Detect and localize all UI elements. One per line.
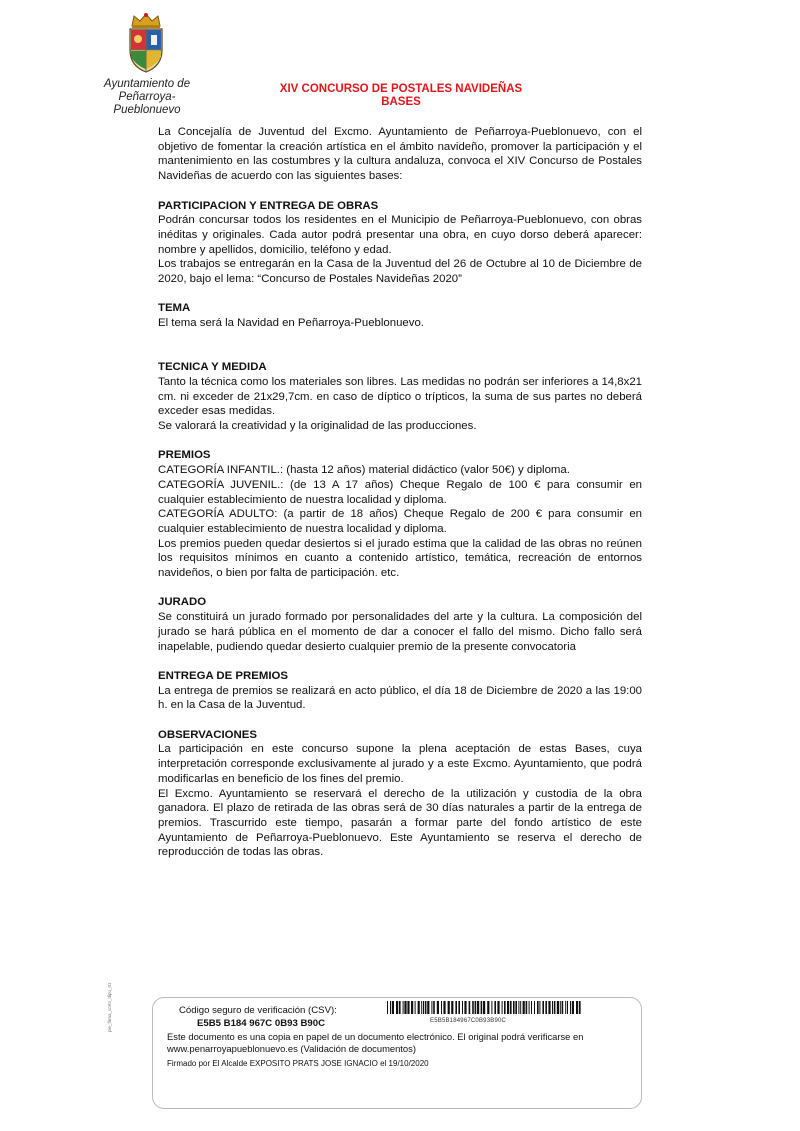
- heading-participacion: PARTICIPACION Y ENTREGA DE OBRAS: [158, 199, 379, 212]
- barcode-bar: [451, 1001, 453, 1014]
- document-title: [160, 83, 642, 109]
- signed-by-text: Firmado por El Alcalde EXPOSITO PRATS JOSE IGNACIO el 19/10/2020: [167, 1059, 429, 1068]
- barcode-bar: [458, 1001, 460, 1014]
- title-line2: BASES: [381, 96, 421, 108]
- barcode-bar: [431, 1001, 432, 1014]
- coat-of-arms-icon: [122, 12, 170, 74]
- barcode-bar: [539, 1001, 540, 1014]
- barcode-bar: [548, 1001, 550, 1014]
- heading-tecnica: TECNICA Y MEDIDA: [158, 361, 267, 374]
- csv-label: Código seguro de verificación (CSV):: [179, 1005, 337, 1016]
- heading-entrega: ENTREGA DE PREMIOS: [158, 669, 288, 682]
- barcode-bar: [441, 1001, 442, 1014]
- jurado-p1: Se constituirá un jurado formado por personalidades del arte y la cultura. La composición del jurado se hará pública en el momento de dar a conocer el fallo del mismo. Dicho fallo será inapelable, pudiendo quedar desierto cualquier premio de la presente convocatoria: [158, 611, 642, 653]
- barcode-bar: [529, 1001, 530, 1014]
- observaciones-p1: La participación en este concurso supone la plena aceptación de estas Bases, cuya interpretación corresponde exclusivamente al jurado y a este Excmo. Ayuntamiento, que podrá modificarlas en beneficio de los fines del premio.: [158, 743, 642, 785]
- footer-note-line2: www.penarroyapueblonuevo.es (Validación de documentos): [167, 1043, 416, 1054]
- barcode-bar: [390, 1001, 391, 1014]
- barcode-bar: [443, 1001, 445, 1014]
- barcode-bar: [576, 1001, 578, 1014]
- barcode-bar: [399, 1001, 401, 1014]
- barcode-bar: [565, 1001, 566, 1014]
- barcode-bar: [497, 1001, 499, 1014]
- verification-footer: [152, 997, 642, 1109]
- barcode-bar: [477, 1001, 479, 1014]
- barcode-icon: [387, 1001, 583, 1014]
- barcode-bar: [423, 1001, 424, 1014]
- organization-line2: Peñarroya-Pueblonuevo: [113, 91, 181, 116]
- barcode-bar: [433, 1001, 435, 1014]
- barcode-bar: [552, 1001, 553, 1014]
- participacion-p2: Los trabajos se entregarán en la Casa de la Juventud del 26 de Octubre al 10 de Diciembre de 2020, bajo el lema: “Concurso de Postales Navideñas 2020”: [158, 258, 642, 286]
- barcode-bar: [554, 1001, 556, 1014]
- tecnica-p2: Se valorará la creatividad y la originalidad de las producciones.: [158, 420, 477, 433]
- barcode-bar: [403, 1001, 404, 1014]
- barcode-bar: [421, 1001, 422, 1014]
- barcode-bar: [560, 1001, 561, 1014]
- barcode-bar: [523, 1001, 525, 1014]
- barcode-bar: [464, 1001, 466, 1014]
- barcode-bar: [415, 1001, 416, 1014]
- barcode-bar: [537, 1001, 539, 1014]
- barcode-bar: [504, 1001, 506, 1014]
- barcode-bar: [469, 1001, 471, 1014]
- participacion-p1: Podrán concursar todos los residentes en el Municipio de Peñarroya-Pueblonuevo, con obras inéditas y originales. Cada autor podrá presentar una obra, en cuyo dorso deberá aparecer: nombre y apellidos, domicilio, teléfono y edad.: [158, 214, 642, 256]
- tema-p1: El tema será la Navidad en Peñarroya-Pueblonuevo.: [158, 317, 424, 330]
- tecnica-p1: Tanto la técnica como los materiales son libres. Las medidas no podrán ser inferiores a 14,8x21 cm. ni exceder de 21x29,7cm. en caso de díptico o trípticos, la suma de sus partes no deberá exceder esas medidas.: [158, 375, 642, 418]
- barcode-text: E5B5B184967C0B93B90C: [430, 1018, 507, 1024]
- document-body: [158, 125, 642, 860]
- barcode-bar: [392, 1001, 394, 1014]
- barcode-bar: [520, 1001, 521, 1014]
- barcode-bar: [510, 1001, 512, 1014]
- barcode-bar: [570, 1001, 571, 1014]
- heading-jurado: JURADO: [158, 596, 207, 609]
- organization-line1: Ayuntamiento de: [103, 78, 191, 90]
- barcode-bar: [475, 1001, 477, 1014]
- barcode-bar: [562, 1001, 564, 1014]
- barcode-bar: [515, 1001, 517, 1014]
- barcode-bar: [531, 1001, 532, 1014]
- barcode-bar: [483, 1001, 485, 1014]
- heading-premios: PREMIOS: [158, 449, 211, 462]
- barcode-bar: [427, 1001, 429, 1014]
- barcode-bar: [404, 1001, 406, 1014]
- heading-tema: TEMA: [158, 302, 191, 315]
- barcode-bar: [542, 1001, 544, 1014]
- heading-observaciones: OBSERVACIONES: [158, 728, 257, 741]
- barcode-bar: [518, 1001, 519, 1014]
- barcode-bar: [494, 1001, 496, 1014]
- barcode-bar: [437, 1001, 439, 1014]
- barcode-bar: [487, 1001, 489, 1014]
- barcode-bar: [502, 1001, 503, 1014]
- barcode-bar: [545, 1001, 547, 1014]
- barcode-bar: [462, 1001, 463, 1014]
- barcode-bar: [472, 1001, 474, 1014]
- csv-code: E5B5 B184 967C 0B93 B90C: [197, 1018, 325, 1029]
- barcode-bar: [396, 1001, 398, 1014]
- barcode-bar: [455, 1001, 457, 1014]
- premios-p3: CATEGORÍA ADULTO: (a partir de 18 años) Cheque Regalo de 200 € para consumir en cualquier establecimiento de nuestra localidad y diploma.: [158, 508, 642, 535]
- barcode-bar: [513, 1001, 515, 1014]
- barcode-bar: [579, 1001, 581, 1014]
- barcode-bar: [557, 1001, 559, 1014]
- observaciones-p2: El Excmo. Ayuntamiento se reservará el derecho de la utilización y custodia de la obra ganadora. El plazo de retirada de las obras será de 30 días naturales a partir de la entrega de premios. Trascurrido este tiempo, pasarán a formar parte del fondo artístico de este Ayuntamiento de Peñarroya-Pueblonuevo. Este Ayuntamiento se reserva el derecho de reproducción de todas las obras.: [158, 787, 642, 859]
- premios-p2: CATEGORÍA JUVENIL.: (de 13 A 17 años) Cheque Regalo de 100 € para consumir en cualquier establecimiento de nuestra localidad y diploma.: [158, 478, 642, 506]
- barcode-bar: [411, 1001, 413, 1014]
- side-reference-text: pie_firma_corto_dipu_01: [107, 982, 112, 1032]
- title-line1: XIV CONCURSO DE POSTALES NAVIDEÑAS: [279, 83, 523, 95]
- barcode-bar: [407, 1001, 409, 1014]
- barcode-bar: [507, 1001, 509, 1014]
- barcode-bar: [425, 1001, 427, 1014]
- barcode-bar: [387, 1001, 388, 1014]
- barcode-bar: [526, 1001, 528, 1014]
- intro-paragraph: La Concejalía de Juventud del Excmo. Ayuntamiento de Peñarroya-Pueblonuevo, con el objetivo de fomentar la creación artística en el ámbito navideño, promover la participación y el mantenimiento en las costumbres y la cultura andaluza, convoca el XIV Concurso de Postales Navideñas de acuerdo con las siguientes bases:: [158, 126, 642, 183]
- barcode-bar: [491, 1001, 492, 1014]
- premios-p1: CATEGORÍA INFANTIL.: (hasta 12 años) material didáctico (valor 50€) y diploma.: [158, 464, 570, 477]
- barcode-bar: [534, 1001, 535, 1014]
- entrega-p1: La entrega de premios se realizará en acto público, el día 18 de Diciembre de 2020 a las 19:00 h. en la Casa de la Juventud.: [158, 684, 642, 712]
- barcode-bar: [567, 1001, 568, 1014]
- footer-note-line1: Este documento es una copia en papel de un documento electrónico. El original podrá verificarse en: [167, 1031, 584, 1042]
- barcode-bar: [418, 1001, 420, 1014]
- barcode-bar: [572, 1001, 574, 1014]
- barcode-bar: [448, 1001, 450, 1014]
- barcode-bar: [481, 1001, 483, 1014]
- premios-p4: Los premios pueden quedar desiertos si el jurado estima que la calidad de las obras no reúnen los requisitos mínimos en cuanto a contenido artístico, temática, recreación de entornos navideños, o bien por falta de participación. etc.: [158, 537, 642, 580]
